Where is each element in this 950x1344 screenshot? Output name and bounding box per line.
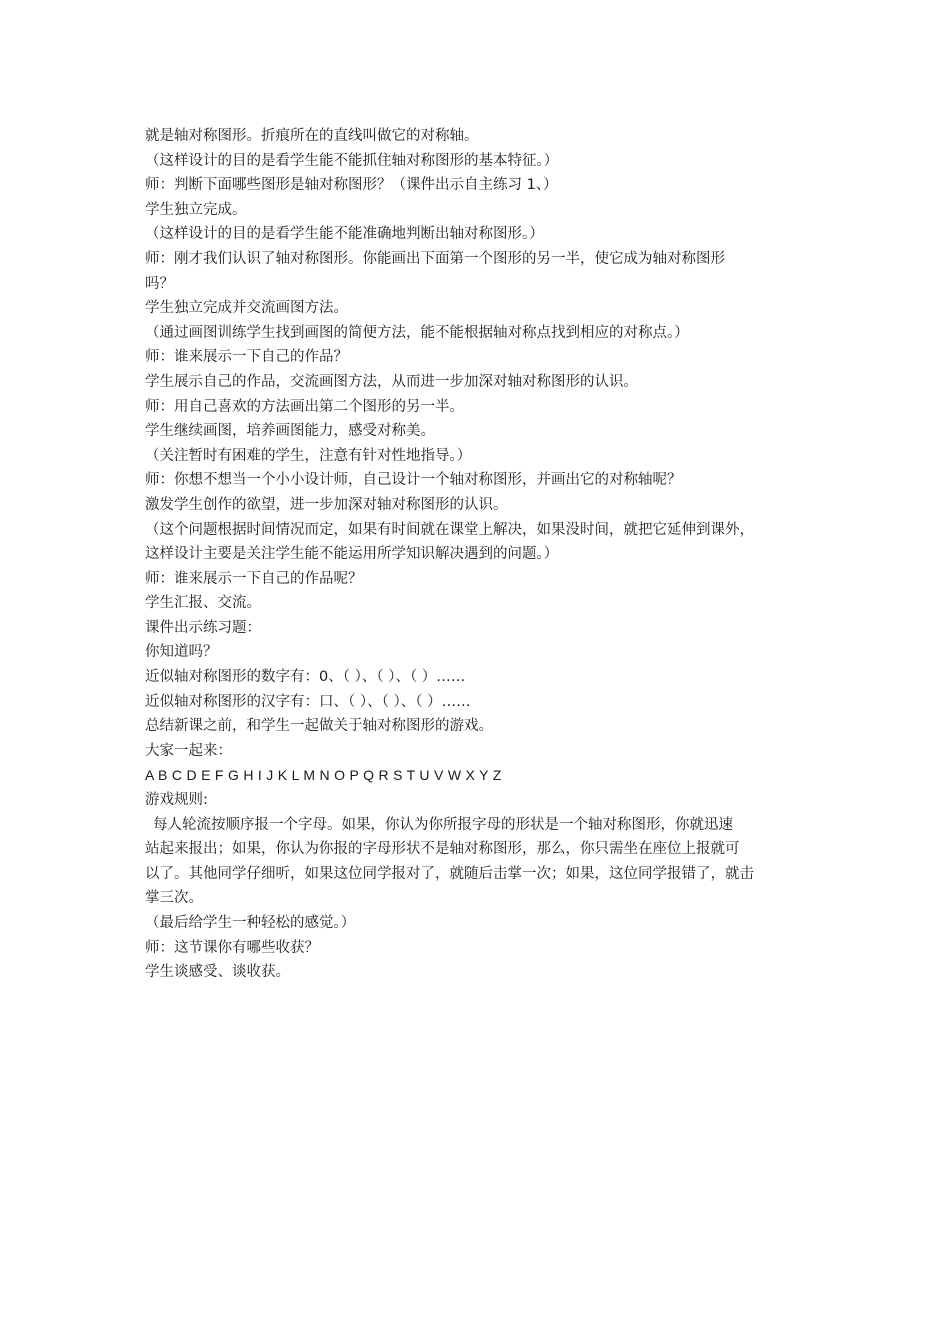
text-line: 学生汇报、交流。 <box>145 595 261 612</box>
text-line: 师：谁来展示一下自己的作品？ <box>145 349 348 366</box>
text-line: 近似轴对称图形的数字有：0、（ ）、（ ）、（ ）…… <box>145 669 466 686</box>
rules-line: 每人轮流按顺序报一个字母。如果，你认为你所报字母的形状是一个轴对称图形，你就迅速 <box>153 816 733 833</box>
text-line: 师：刚才我们认识了轴对称图形。你能画出下面第一个图形的另一半，使它成为轴对称图形 <box>145 250 725 267</box>
text-line: （最后给学生一种轻松的感觉。） <box>145 915 356 931</box>
text-line: 吗？ <box>145 275 174 292</box>
text-line: 课件出示练习题： <box>145 619 261 636</box>
text-line: 学生继续画图，培养画图能力，感受对称美。 <box>145 423 435 440</box>
rules-line: 以了。其他同学仔细听，如果这位同学报对了，就随后击掌一次；如果，这位同学报错了，就击 <box>145 865 754 882</box>
text-line: 师：谁来展示一下自己的作品呢？ <box>145 570 363 587</box>
text-line: 学生独立完成。 <box>145 201 247 218</box>
rules-heading: 游戏规则: <box>145 792 208 809</box>
text-line: 师：你想不想当一个小小设计师，自己设计一个轴对称图形，并画出它的对称轴呢？ <box>145 472 682 489</box>
rules-line: 站起来报出；如果，你认为你报的字母形状不是轴对称图形，那么，你只需坐在座位上报就可 <box>145 841 740 858</box>
text-line: 师：判断下面哪些图形是轴对称图形？（课件出示自主练习 1、） <box>145 177 558 194</box>
text-line: （这样设计的目的是看学生能不能抓住轴对称图形的基本特征。） <box>145 152 559 169</box>
text-line: （关注暂时有困难的学生，注意有针对性地指导。） <box>145 447 472 464</box>
text-line: （这个问题根据时间情况而定，如果有时间就在课堂上解决，如果没时间，就把它延伸到课外， <box>145 521 754 538</box>
text-line: 师：用自己喜欢的方法画出第二个图形的另一半。 <box>145 398 464 415</box>
text-line: 激发学生创作的欲望，进一步加深对轴对称图形的认识。 <box>145 496 508 513</box>
rules-line: 掌三次。 <box>145 890 203 907</box>
text-line: 学生独立完成并交流画图方法。 <box>145 300 348 317</box>
text-line: 总结新课之前，和学生一起做关于轴对称图形的游戏。 <box>145 718 493 735</box>
text-line: （通过画图训练学生找到画图的简便方法，能不能根据轴对称点找到相应的对称点。） <box>145 324 689 341</box>
text-line: 师：这节课你有哪些收获？ <box>145 939 319 956</box>
text-line: （这样设计的目的是看学生能不能准确地判断出轴对称图形。） <box>145 226 544 243</box>
text-line: 学生展示自己的作品，交流画图方法，从而进一步加深对轴对称图形的认识。 <box>145 373 638 390</box>
text-line: 近似轴对称图形的汉字有：口、（ ）、（ ）、（ ）…… <box>145 693 471 710</box>
alphabet-line: A B C D E F G H I J K L M N O P Q R S T U V W X Y Z <box>145 767 502 784</box>
text-line: 大家一起来： <box>145 742 232 759</box>
text-line: 就是轴对称图形。折痕所在的直线叫做它的对称轴。 <box>145 128 479 144</box>
text-line: 你知道吗？ <box>145 644 218 661</box>
text-line: 这样设计主要是关注学生能不能运用所学知识解决遇到的问题。） <box>145 546 559 563</box>
document-body <box>145 124 825 985</box>
text-line: 学生谈感受、谈收获。 <box>145 964 290 981</box>
